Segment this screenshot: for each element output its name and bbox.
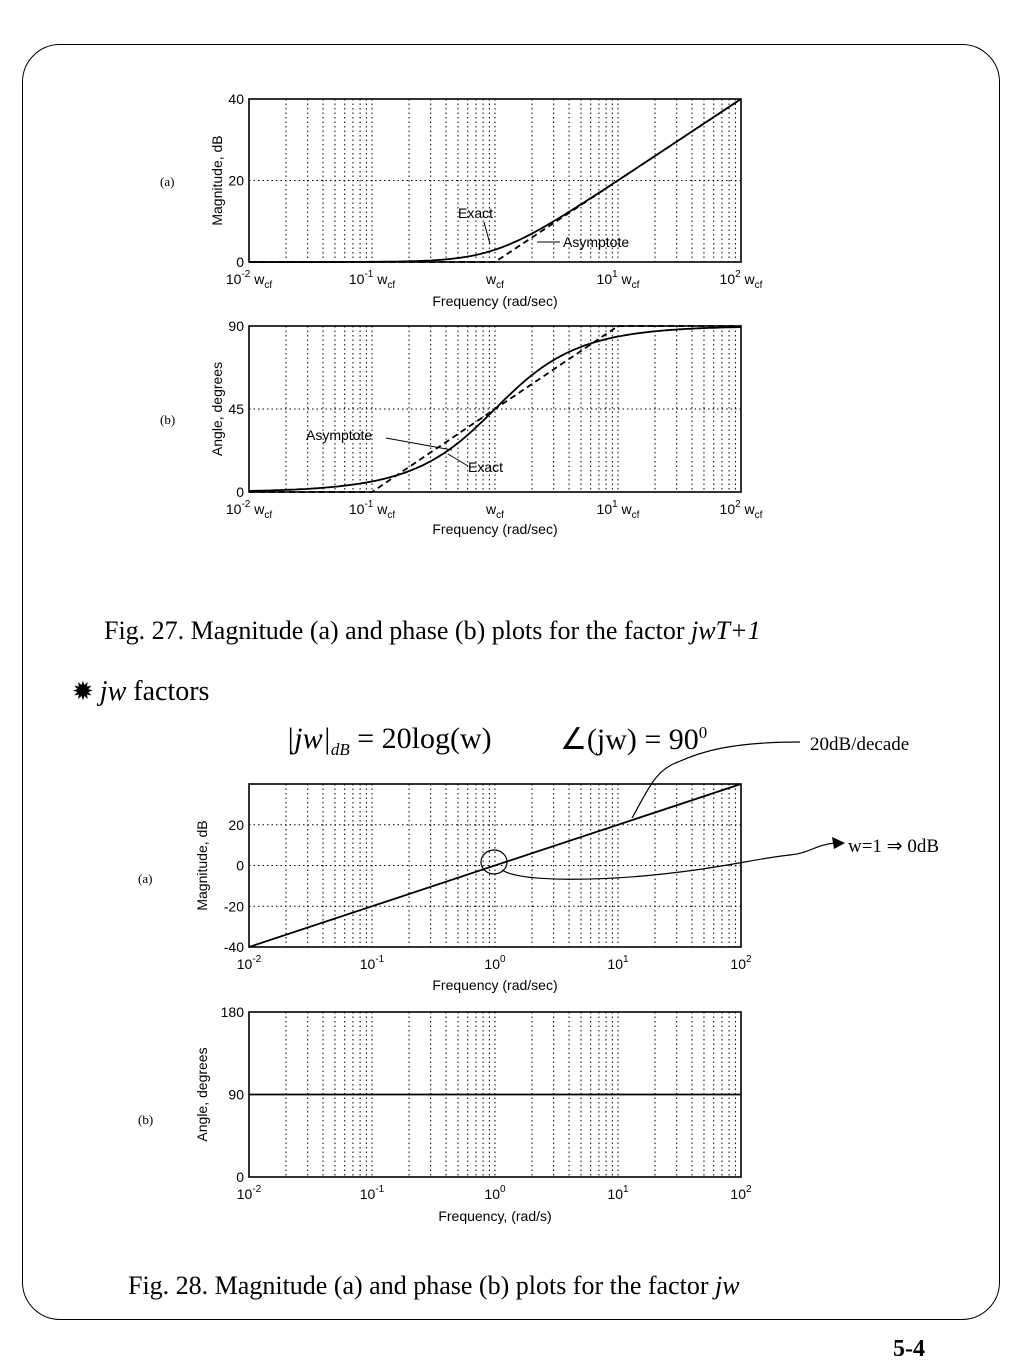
x-tick-label: $10^{-1}$: [359, 954, 385, 972]
x-tick-label: $10^{-2}$ $w_{cf}$: [225, 499, 273, 521]
x-tick-label: $10^{-1}$: [359, 1184, 385, 1202]
starburst-bullet-icon: ✹: [72, 677, 94, 706]
bullet-factor: jw: [99, 676, 127, 707]
crossing-leader: [502, 843, 835, 879]
fig28-caption-factor: jw: [715, 1271, 740, 1300]
x-tick-label: $10^{-1}$ $w_{cf}$: [348, 269, 396, 291]
x-tick-label: $10^1$: [607, 1184, 629, 1202]
x-tick-label: $10^{-2}$: [236, 1184, 262, 1202]
x-tick-label: $10^0$: [484, 954, 506, 972]
y-axis-label: Magnitude, dB: [194, 820, 210, 911]
y-tick-label: 90: [228, 1086, 244, 1103]
exact-annotation: Exact: [468, 459, 504, 475]
magnitude-equation: [286, 722, 492, 760]
x-tick-label: $10^{-2}$: [236, 954, 262, 972]
x-axis-label: Frequency (rad/sec): [432, 977, 558, 993]
page-number: 5-4: [893, 1336, 925, 1362]
phase-equation-lhs: ∠(jw) = 90: [560, 723, 699, 756]
fig27-caption: [104, 616, 761, 646]
fig28-caption: [128, 1271, 740, 1301]
bode-panel-1: [160, 91, 763, 309]
panel-label: (a): [138, 871, 153, 886]
y-tick-label: 40: [228, 91, 244, 107]
y-tick-label: 0: [236, 857, 244, 874]
x-tick-label: $10^1$: [607, 954, 629, 972]
y-tick-label: -40: [223, 939, 244, 955]
x-tick-label: $w_{cf}$: [486, 271, 504, 291]
panel-label: (a): [160, 174, 175, 189]
x-axis-label: Frequency, (rad/s): [438, 1208, 552, 1224]
fig27-caption-text: Fig. 27. Magnitude (a) and phase (b) plots for the factor: [104, 616, 692, 645]
y-tick-label: -20: [223, 898, 244, 915]
x-tick-label: $10^2$ $w_{cf}$: [719, 269, 763, 291]
bullet-text: factors: [133, 676, 210, 707]
y-tick-label: 20: [228, 172, 244, 189]
arrow-head-icon: [832, 837, 845, 849]
bode-panel-3: [138, 784, 752, 993]
bode-panel-2: [160, 318, 763, 537]
fig27-caption-factor: jwT+1: [691, 616, 761, 645]
x-tick-label: $10^2$: [730, 1184, 752, 1202]
magnitude-equation-sub: dB: [330, 740, 350, 759]
crossing-annotation: w=1 ⇒ 0dB: [848, 836, 940, 857]
x-tick-label: $10^2$ $w_{cf}$: [719, 499, 763, 521]
x-tick-label: $w_{cf}$: [486, 501, 504, 521]
slope-annotation: 20dB/decade: [810, 734, 910, 755]
magnitude-equation-rhs: = 20log(w): [357, 722, 492, 755]
y-tick-label: 20: [228, 816, 244, 833]
asymptote-leader: [386, 438, 452, 450]
bode-panel-4: [138, 1004, 752, 1224]
y-axis-label: Angle, degrees: [209, 361, 225, 457]
x-tick-label: $10^1$ $w_{cf}$: [596, 269, 640, 291]
y-tick-label: 0: [236, 1169, 244, 1185]
panel-label: (b): [138, 1112, 154, 1127]
y-tick-label: 45: [228, 401, 244, 417]
y-axis-label: Angle, degrees: [194, 1047, 210, 1142]
x-tick-label: $10^{-1}$ $w_{cf}$: [348, 499, 396, 521]
y-tick-label: 90: [228, 318, 244, 334]
bullet-jw-factors: [72, 676, 209, 708]
x-tick-label: $10^{-2}$ $w_{cf}$: [225, 269, 273, 291]
asymptote-annotation: Asymptote: [306, 427, 373, 443]
asymptote-annotation: Asymptote: [563, 234, 630, 250]
fig28-caption-text: Fig. 28. Magnitude (a) and phase (b) plots for the factor: [128, 1271, 716, 1300]
y-axis-label: Magnitude, dB: [209, 135, 225, 226]
exact-annotation: Exact: [458, 205, 494, 221]
phase-equation-sup: 0: [698, 723, 708, 742]
exact-leader: [448, 454, 468, 466]
magnitude-equation-lhs: |jw|: [286, 722, 331, 755]
y-tick-label: 0: [236, 254, 244, 270]
x-axis-label: Frequency (rad/sec): [432, 521, 558, 537]
x-tick-label: $10^1$ $w_{cf}$: [596, 499, 640, 521]
y-tick-label: 0: [236, 484, 244, 500]
panel-label: (b): [160, 412, 176, 427]
phase-equation: [560, 722, 707, 757]
x-axis-label: Frequency (rad/sec): [432, 293, 558, 309]
y-tick-label: 180: [220, 1004, 244, 1020]
x-tick-label: $10^2$: [730, 954, 752, 972]
x-tick-label: $10^0$: [484, 1184, 506, 1202]
